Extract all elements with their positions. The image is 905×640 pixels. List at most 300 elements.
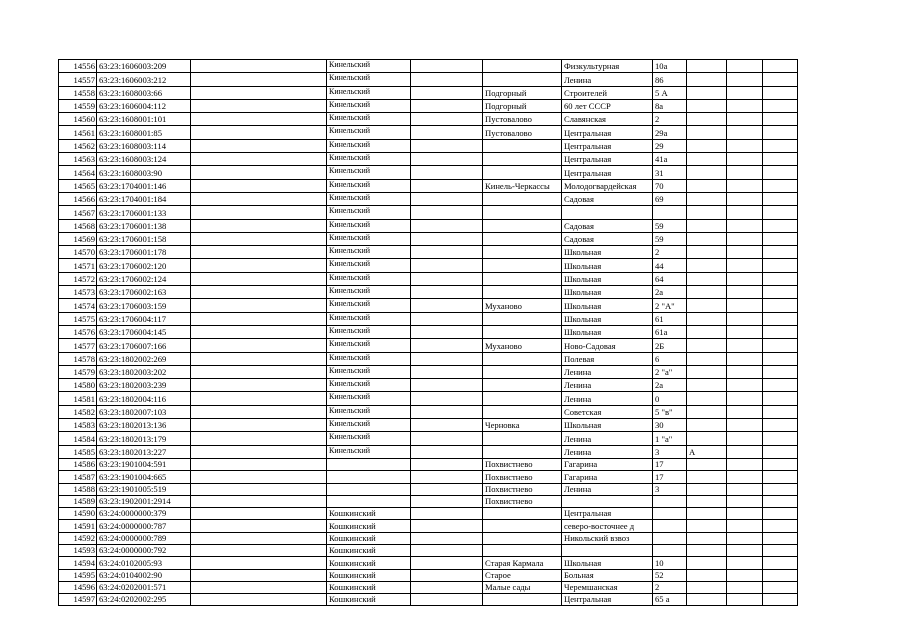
row-number-cell: 14571 bbox=[59, 259, 97, 272]
empty-cell bbox=[411, 508, 483, 520]
house-cell: 3 bbox=[653, 483, 687, 495]
street-cell: Садовая bbox=[562, 219, 653, 232]
row-number-cell: 14572 bbox=[59, 272, 97, 285]
street-cell: Центральная bbox=[562, 126, 653, 139]
street-cell: Гагарина bbox=[562, 458, 653, 470]
street-cell: Славянская bbox=[562, 113, 653, 126]
row-number-cell: 14565 bbox=[59, 179, 97, 192]
empty-cell bbox=[191, 206, 327, 219]
house-cell: 86 bbox=[653, 73, 687, 86]
cadastral-number-cell: 63:23:1901004:665 bbox=[97, 471, 191, 483]
cadastral-number-cell: 63:24:0000000:787 bbox=[97, 520, 191, 532]
empty-cell bbox=[191, 379, 327, 392]
empty-cell bbox=[411, 219, 483, 232]
cadastral-number-cell: 63:23:1706002:163 bbox=[97, 286, 191, 299]
empty-cell bbox=[727, 445, 763, 458]
street-cell: Школьная bbox=[562, 299, 653, 312]
house-cell: 0 bbox=[653, 392, 687, 405]
cadastral-number-cell: 63:23:1802007:103 bbox=[97, 405, 191, 418]
locality-cell bbox=[483, 405, 562, 418]
empty-cell bbox=[727, 532, 763, 544]
letter-cell bbox=[687, 259, 727, 272]
cadastral-number-cell: 63:23:1902001:2914 bbox=[97, 495, 191, 507]
district-cell: Кинельский bbox=[327, 219, 411, 232]
row-number-cell: 14597 bbox=[59, 594, 97, 606]
letter-cell bbox=[687, 508, 727, 520]
locality-cell: Малые сады bbox=[483, 581, 562, 593]
empty-cell bbox=[727, 365, 763, 378]
empty-cell bbox=[191, 365, 327, 378]
locality-cell: Похвистнево bbox=[483, 495, 562, 507]
empty-cell bbox=[727, 126, 763, 139]
empty-cell bbox=[763, 458, 798, 470]
letter-cell bbox=[687, 139, 727, 152]
empty-cell bbox=[411, 206, 483, 219]
street-cell: Ленина bbox=[562, 432, 653, 445]
empty-cell bbox=[763, 166, 798, 179]
house-cell: 10 bbox=[653, 557, 687, 569]
empty-cell bbox=[763, 272, 798, 285]
table-row bbox=[59, 544, 798, 556]
empty-cell bbox=[411, 286, 483, 299]
letter-cell bbox=[687, 594, 727, 606]
cadastral-number-cell: 63:23:1802004:116 bbox=[97, 392, 191, 405]
table-row bbox=[59, 419, 798, 432]
table-row bbox=[59, 206, 798, 219]
empty-cell bbox=[727, 60, 763, 73]
street-cell: Школьная bbox=[562, 286, 653, 299]
row-number-cell: 14581 bbox=[59, 392, 97, 405]
empty-cell bbox=[411, 312, 483, 325]
letter-cell bbox=[687, 286, 727, 299]
empty-cell bbox=[191, 246, 327, 259]
locality-cell: Муханово bbox=[483, 339, 562, 352]
empty-cell bbox=[191, 557, 327, 569]
empty-cell bbox=[727, 594, 763, 606]
letter-cell bbox=[687, 166, 727, 179]
empty-cell bbox=[763, 60, 798, 73]
empty-cell bbox=[727, 405, 763, 418]
empty-cell bbox=[763, 325, 798, 338]
empty-cell bbox=[411, 557, 483, 569]
house-cell: 29а bbox=[653, 126, 687, 139]
table-row bbox=[59, 471, 798, 483]
empty-cell bbox=[411, 325, 483, 338]
cadastral-number-cell: 63:23:1608003:124 bbox=[97, 153, 191, 166]
district-cell: Кинельский bbox=[327, 352, 411, 365]
table-row bbox=[59, 73, 798, 86]
street-cell: Школьная bbox=[562, 246, 653, 259]
records-table bbox=[58, 59, 798, 606]
locality-cell bbox=[483, 508, 562, 520]
letter-cell bbox=[687, 232, 727, 245]
row-number-cell: 14591 bbox=[59, 520, 97, 532]
street-cell: Центральная bbox=[562, 594, 653, 606]
row-number-cell: 14576 bbox=[59, 325, 97, 338]
house-cell: 2 "а" bbox=[653, 365, 687, 378]
house-cell: 61 bbox=[653, 312, 687, 325]
empty-cell bbox=[411, 419, 483, 432]
empty-cell bbox=[727, 73, 763, 86]
district-cell: Кинельский bbox=[327, 339, 411, 352]
empty-cell bbox=[191, 99, 327, 112]
table-row bbox=[59, 139, 798, 152]
empty-cell bbox=[763, 557, 798, 569]
letter-cell bbox=[687, 419, 727, 432]
table-row bbox=[59, 365, 798, 378]
district-cell: Кинельский bbox=[327, 325, 411, 338]
empty-cell bbox=[191, 272, 327, 285]
locality-cell: Похвистнево bbox=[483, 471, 562, 483]
table-row bbox=[59, 379, 798, 392]
empty-cell bbox=[191, 458, 327, 470]
table-row bbox=[59, 483, 798, 495]
empty-cell bbox=[191, 445, 327, 458]
empty-cell bbox=[411, 594, 483, 606]
district-cell: Кинельский bbox=[327, 432, 411, 445]
locality-cell bbox=[483, 286, 562, 299]
empty-cell bbox=[763, 471, 798, 483]
empty-cell bbox=[727, 508, 763, 520]
empty-cell bbox=[411, 458, 483, 470]
table-row bbox=[59, 532, 798, 544]
empty-cell bbox=[411, 73, 483, 86]
locality-cell: Старая Кармала bbox=[483, 557, 562, 569]
empty-cell bbox=[763, 445, 798, 458]
empty-cell bbox=[727, 272, 763, 285]
table-row bbox=[59, 179, 798, 192]
empty-cell bbox=[191, 192, 327, 205]
empty-cell bbox=[411, 392, 483, 405]
house-cell bbox=[653, 495, 687, 507]
letter-cell bbox=[687, 325, 727, 338]
house-cell: 6 bbox=[653, 352, 687, 365]
locality-cell bbox=[483, 73, 562, 86]
house-cell: 8а bbox=[653, 99, 687, 112]
row-number-cell: 14593 bbox=[59, 544, 97, 556]
house-cell: 3 bbox=[653, 445, 687, 458]
table-row bbox=[59, 232, 798, 245]
empty-cell bbox=[411, 272, 483, 285]
empty-cell bbox=[763, 544, 798, 556]
row-number-cell: 14588 bbox=[59, 483, 97, 495]
letter-cell bbox=[687, 458, 727, 470]
empty-cell bbox=[411, 365, 483, 378]
cadastral-number-cell: 63:23:1706001:133 bbox=[97, 206, 191, 219]
house-cell: 64 bbox=[653, 272, 687, 285]
locality-cell bbox=[483, 594, 562, 606]
empty-cell bbox=[191, 219, 327, 232]
locality-cell: Подгорный bbox=[483, 99, 562, 112]
empty-cell bbox=[763, 379, 798, 392]
row-number-cell: 14586 bbox=[59, 458, 97, 470]
street-cell: Школьная bbox=[562, 325, 653, 338]
district-cell: Кинельский bbox=[327, 392, 411, 405]
house-cell: 30 bbox=[653, 419, 687, 432]
empty-cell bbox=[763, 126, 798, 139]
house-cell: 65 а bbox=[653, 594, 687, 606]
empty-cell bbox=[763, 86, 798, 99]
empty-cell bbox=[763, 532, 798, 544]
district-cell: Кинельский bbox=[327, 445, 411, 458]
cadastral-number-cell: 63:23:1901005:519 bbox=[97, 483, 191, 495]
district-cell: Кинельский bbox=[327, 206, 411, 219]
empty-cell bbox=[727, 192, 763, 205]
empty-cell bbox=[763, 569, 798, 581]
cadastral-number-cell: 63:23:1608003:66 bbox=[97, 86, 191, 99]
empty-cell bbox=[763, 246, 798, 259]
empty-cell bbox=[727, 166, 763, 179]
locality-cell bbox=[483, 139, 562, 152]
house-cell: 2 bbox=[653, 246, 687, 259]
empty-cell bbox=[411, 126, 483, 139]
letter-cell bbox=[687, 495, 727, 507]
street-cell: северо-восточнее д bbox=[562, 520, 653, 532]
house-cell bbox=[653, 520, 687, 532]
locality-cell: Пустовалово bbox=[483, 126, 562, 139]
cadastral-number-cell: 63:24:0202001:571 bbox=[97, 581, 191, 593]
district-cell: Кинельский bbox=[327, 126, 411, 139]
empty-cell bbox=[411, 113, 483, 126]
street-cell: Ленина bbox=[562, 483, 653, 495]
empty-cell bbox=[191, 569, 327, 581]
empty-cell bbox=[763, 352, 798, 365]
empty-cell bbox=[411, 299, 483, 312]
locality-cell bbox=[483, 312, 562, 325]
letter-cell bbox=[687, 581, 727, 593]
row-number-cell: 14583 bbox=[59, 419, 97, 432]
district-cell: Кошкинский bbox=[327, 581, 411, 593]
empty-cell bbox=[727, 113, 763, 126]
table-row bbox=[59, 246, 798, 259]
cadastral-number-cell: 63:24:0202002:295 bbox=[97, 594, 191, 606]
letter-cell bbox=[687, 99, 727, 112]
table-row bbox=[59, 126, 798, 139]
street-cell: Садовая bbox=[562, 192, 653, 205]
empty-cell bbox=[763, 405, 798, 418]
empty-cell bbox=[411, 192, 483, 205]
table-row bbox=[59, 219, 798, 232]
empty-cell bbox=[411, 495, 483, 507]
letter-cell bbox=[687, 206, 727, 219]
street-cell: Строителей bbox=[562, 86, 653, 99]
district-cell: Кошкинский bbox=[327, 557, 411, 569]
empty-cell bbox=[727, 520, 763, 532]
district-cell: Кошкинский bbox=[327, 508, 411, 520]
empty-cell bbox=[411, 569, 483, 581]
row-number-cell: 14575 bbox=[59, 312, 97, 325]
street-cell: Гагарина bbox=[562, 471, 653, 483]
street-cell: Ново-Садовая bbox=[562, 339, 653, 352]
table-row bbox=[59, 352, 798, 365]
empty-cell bbox=[191, 126, 327, 139]
empty-cell bbox=[727, 259, 763, 272]
cadastral-number-cell: 63:23:1706001:178 bbox=[97, 246, 191, 259]
cadastral-number-cell: 63:24:0000000:789 bbox=[97, 532, 191, 544]
locality-cell bbox=[483, 352, 562, 365]
row-number-cell: 14594 bbox=[59, 557, 97, 569]
letter-cell bbox=[687, 246, 727, 259]
row-number-cell: 14566 bbox=[59, 192, 97, 205]
row-number-cell: 14577 bbox=[59, 339, 97, 352]
empty-cell bbox=[763, 594, 798, 606]
cadastral-number-cell: 63:23:1706007:166 bbox=[97, 339, 191, 352]
house-cell: 61а bbox=[653, 325, 687, 338]
table-row bbox=[59, 153, 798, 166]
letter-cell bbox=[687, 312, 727, 325]
empty-cell bbox=[411, 99, 483, 112]
house-cell bbox=[653, 544, 687, 556]
row-number-cell: 14570 bbox=[59, 246, 97, 259]
empty-cell bbox=[411, 153, 483, 166]
empty-cell bbox=[411, 532, 483, 544]
empty-cell bbox=[727, 86, 763, 99]
house-cell: 2а bbox=[653, 286, 687, 299]
house-cell bbox=[653, 206, 687, 219]
locality-cell bbox=[483, 445, 562, 458]
empty-cell bbox=[763, 139, 798, 152]
empty-cell bbox=[727, 471, 763, 483]
empty-cell bbox=[727, 339, 763, 352]
empty-cell bbox=[191, 153, 327, 166]
house-cell: 1 "а" bbox=[653, 432, 687, 445]
row-number-cell: 14562 bbox=[59, 139, 97, 152]
row-number-cell: 14558 bbox=[59, 86, 97, 99]
locality-cell bbox=[483, 544, 562, 556]
district-cell: Кинельский bbox=[327, 419, 411, 432]
row-number-cell: 14560 bbox=[59, 113, 97, 126]
row-number-cell: 14580 bbox=[59, 379, 97, 392]
empty-cell bbox=[411, 60, 483, 73]
district-cell: Кинельский bbox=[327, 60, 411, 73]
district-cell bbox=[327, 458, 411, 470]
empty-cell bbox=[763, 432, 798, 445]
empty-cell bbox=[411, 445, 483, 458]
empty-cell bbox=[727, 352, 763, 365]
empty-cell bbox=[727, 206, 763, 219]
locality-cell bbox=[483, 206, 562, 219]
empty-cell bbox=[763, 286, 798, 299]
cadastral-number-cell: 63:23:1606003:212 bbox=[97, 73, 191, 86]
cadastral-number-cell: 63:23:1706002:120 bbox=[97, 259, 191, 272]
empty-cell bbox=[763, 232, 798, 245]
house-cell: 44 bbox=[653, 259, 687, 272]
letter-cell bbox=[687, 113, 727, 126]
table-row bbox=[59, 594, 798, 606]
empty-cell bbox=[763, 339, 798, 352]
cadastral-number-cell: 63:23:1706001:138 bbox=[97, 219, 191, 232]
empty-cell bbox=[727, 483, 763, 495]
table-row bbox=[59, 432, 798, 445]
cadastral-number-cell: 63:23:1706003:159 bbox=[97, 299, 191, 312]
empty-cell bbox=[727, 544, 763, 556]
street-cell: Советская bbox=[562, 405, 653, 418]
cadastral-number-cell: 63:23:1606004:112 bbox=[97, 99, 191, 112]
letter-cell bbox=[687, 569, 727, 581]
empty-cell bbox=[191, 139, 327, 152]
district-cell: Кинельский bbox=[327, 299, 411, 312]
empty-cell bbox=[727, 419, 763, 432]
locality-cell bbox=[483, 192, 562, 205]
row-number-cell: 14573 bbox=[59, 286, 97, 299]
letter-cell bbox=[687, 299, 727, 312]
empty-cell bbox=[411, 432, 483, 445]
locality-cell: Черновка bbox=[483, 419, 562, 432]
district-cell: Кинельский bbox=[327, 232, 411, 245]
empty-cell bbox=[727, 569, 763, 581]
empty-cell bbox=[727, 299, 763, 312]
table-body bbox=[59, 60, 798, 606]
empty-cell bbox=[727, 432, 763, 445]
street-cell: Центральная bbox=[562, 508, 653, 520]
empty-cell bbox=[727, 458, 763, 470]
empty-cell bbox=[191, 73, 327, 86]
empty-cell bbox=[763, 581, 798, 593]
locality-cell bbox=[483, 392, 562, 405]
street-cell: Центральная bbox=[562, 139, 653, 152]
row-number-cell: 14569 bbox=[59, 232, 97, 245]
house-cell: 5 "в" bbox=[653, 405, 687, 418]
letter-cell bbox=[687, 405, 727, 418]
empty-cell bbox=[191, 113, 327, 126]
empty-cell bbox=[411, 471, 483, 483]
empty-cell bbox=[411, 520, 483, 532]
letter-cell bbox=[687, 60, 727, 73]
row-number-cell: 14579 bbox=[59, 365, 97, 378]
cadastral-number-cell: 63:23:1608003:90 bbox=[97, 166, 191, 179]
locality-cell: Муханово bbox=[483, 299, 562, 312]
cadastral-number-cell: 63:23:1706002:124 bbox=[97, 272, 191, 285]
cadastral-number-cell: 63:23:1802013:227 bbox=[97, 445, 191, 458]
locality-cell: Пустовалово bbox=[483, 113, 562, 126]
district-cell bbox=[327, 471, 411, 483]
cadastral-number-cell: 63:23:1608001:101 bbox=[97, 113, 191, 126]
letter-cell bbox=[687, 272, 727, 285]
empty-cell bbox=[727, 392, 763, 405]
district-cell: Кинельский bbox=[327, 73, 411, 86]
table-row bbox=[59, 569, 798, 581]
empty-cell bbox=[191, 325, 327, 338]
locality-cell bbox=[483, 60, 562, 73]
locality-cell: Похвистнево bbox=[483, 458, 562, 470]
letter-cell bbox=[687, 365, 727, 378]
house-cell: 2 "А" bbox=[653, 299, 687, 312]
locality-cell bbox=[483, 166, 562, 179]
letter-cell: А bbox=[687, 445, 727, 458]
empty-cell bbox=[727, 99, 763, 112]
street-cell: Никольский взвоз bbox=[562, 532, 653, 544]
empty-cell bbox=[763, 520, 798, 532]
empty-cell bbox=[763, 73, 798, 86]
table-row bbox=[59, 445, 798, 458]
district-cell: Кинельский bbox=[327, 166, 411, 179]
empty-cell bbox=[727, 312, 763, 325]
house-cell: 41а bbox=[653, 153, 687, 166]
row-number-cell: 14557 bbox=[59, 73, 97, 86]
empty-cell bbox=[763, 495, 798, 507]
empty-cell bbox=[191, 419, 327, 432]
locality-cell bbox=[483, 246, 562, 259]
locality-cell: Подгорный bbox=[483, 86, 562, 99]
letter-cell bbox=[687, 392, 727, 405]
house-cell: 69 bbox=[653, 192, 687, 205]
empty-cell bbox=[727, 581, 763, 593]
row-number-cell: 14582 bbox=[59, 405, 97, 418]
district-cell: Кинельский bbox=[327, 192, 411, 205]
table-row bbox=[59, 581, 798, 593]
empty-cell bbox=[727, 557, 763, 569]
locality-cell: Старое bbox=[483, 569, 562, 581]
